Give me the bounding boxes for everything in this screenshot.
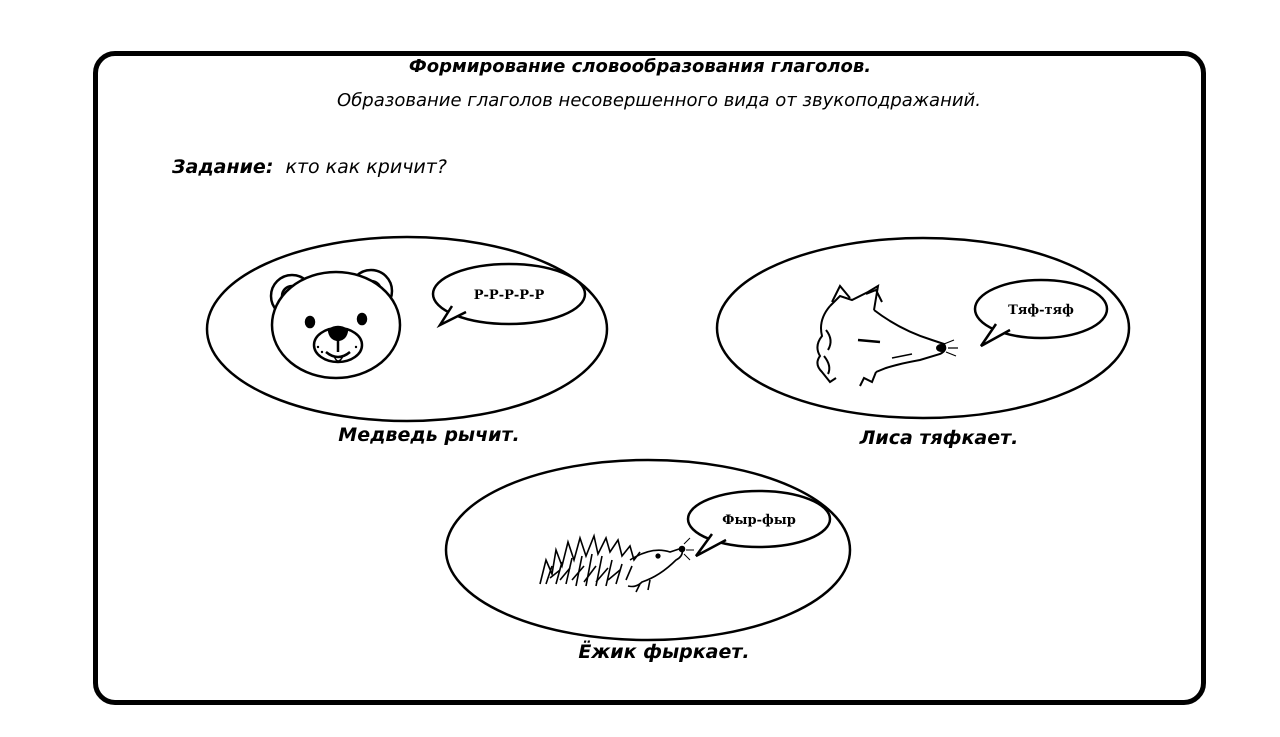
bear-speech-bubble bbox=[433, 264, 585, 325]
fox-sound-text: Тяф-тяф bbox=[1008, 303, 1074, 318]
fox-icon bbox=[817, 286, 958, 386]
fox-speech-bubble bbox=[975, 280, 1107, 346]
bear-scene bbox=[207, 237, 607, 421]
worksheet-subtitle: Образование глаголов несовершенного вида от звукоподражаний. bbox=[337, 90, 981, 111]
fox-caption: Лиса тяфкает. bbox=[859, 427, 1019, 449]
fox-scene bbox=[717, 238, 1129, 418]
task-label: Задание: bbox=[172, 156, 274, 178]
hedgehog-caption: Ёжик фыркает. bbox=[578, 641, 750, 663]
bear-caption: Медведь рычит. bbox=[338, 424, 520, 446]
bear-icon bbox=[271, 270, 400, 378]
hedgehog-speech-bubble bbox=[688, 491, 830, 556]
task-text: кто как кричит? bbox=[285, 156, 447, 178]
hedgehog-scene bbox=[446, 460, 850, 640]
bear-sound-text: Р-Р-Р-Р-Р bbox=[473, 288, 545, 303]
hedgehog-icon bbox=[540, 536, 694, 592]
bear-oval bbox=[207, 237, 607, 421]
hedgehog-sound-text: Фыр-фыр bbox=[722, 513, 796, 528]
hedgehog-oval bbox=[446, 460, 850, 640]
worksheet-title: Формирование словообразования глаголов. bbox=[408, 56, 872, 77]
